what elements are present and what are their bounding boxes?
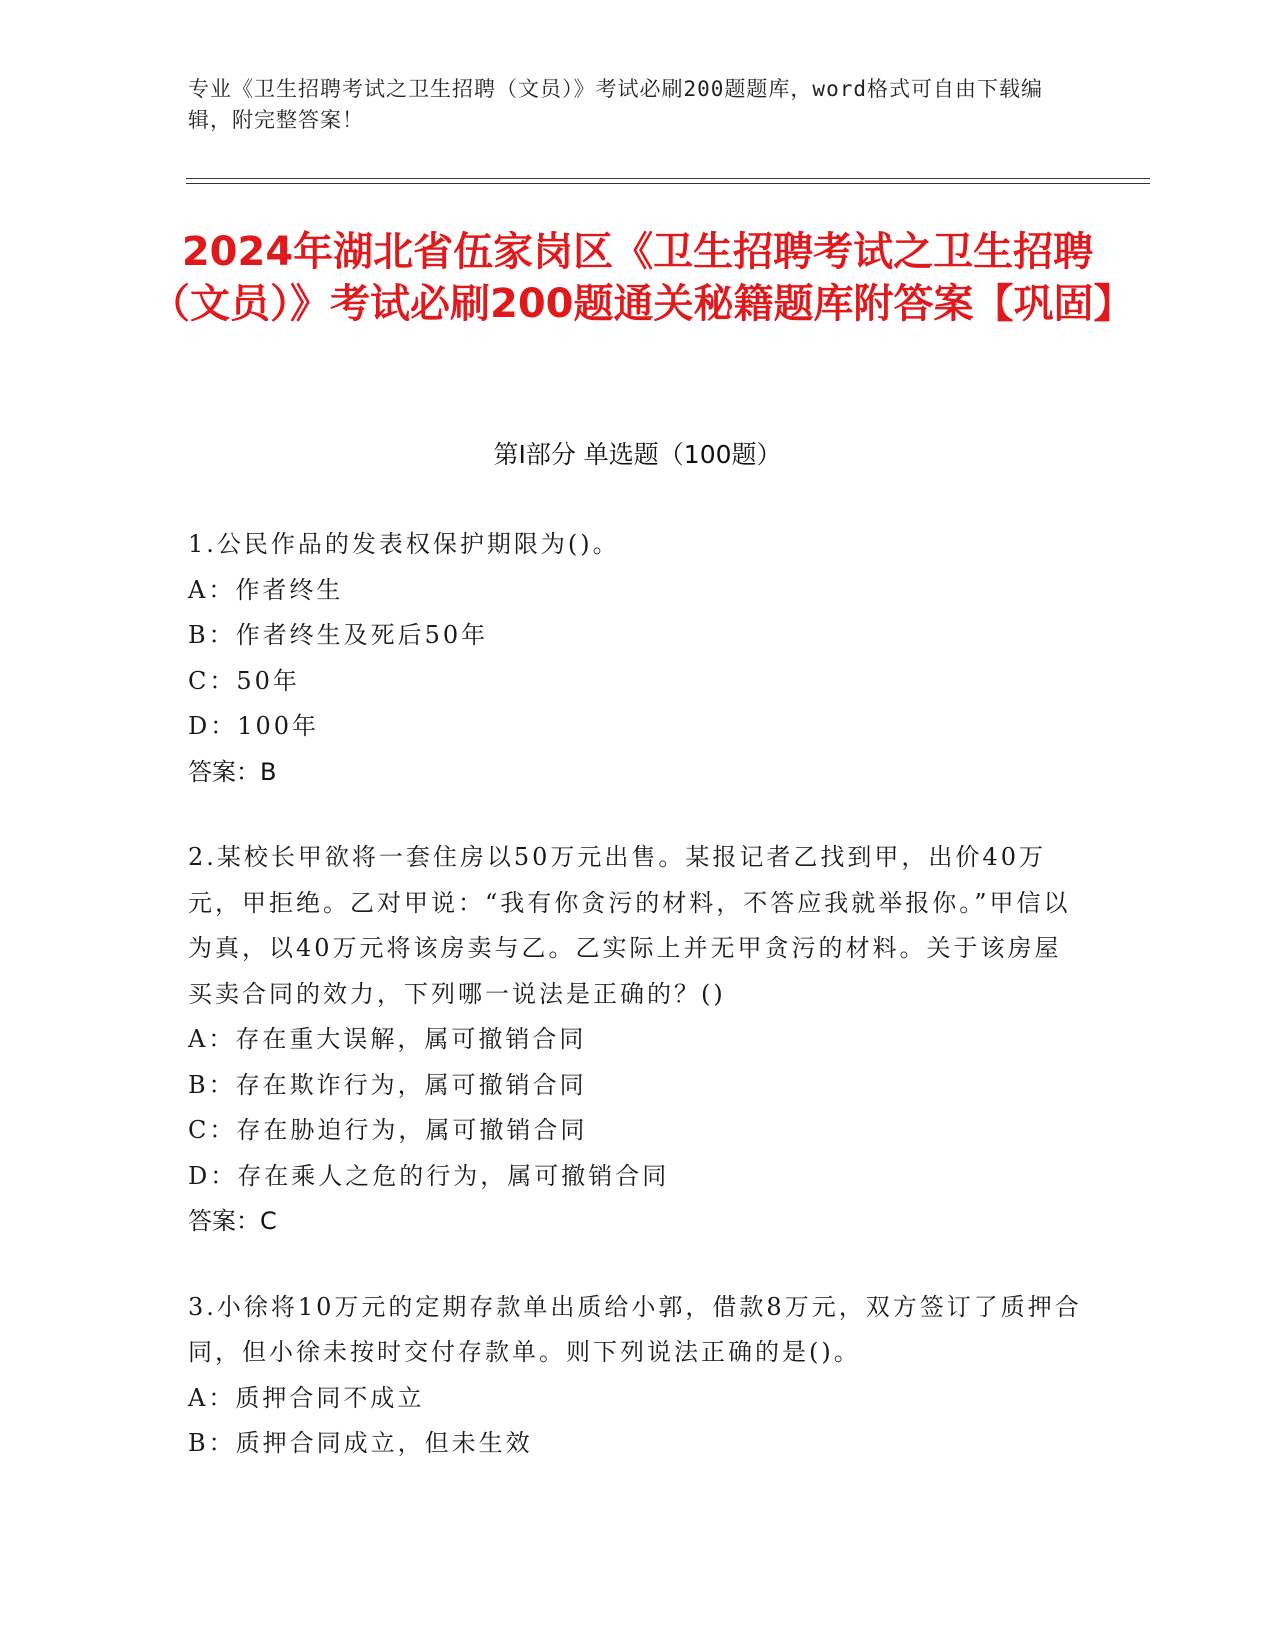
question-2 xyxy=(188,835,1088,1245)
option-d: D：存在乘人之危的行为，属可撤销合同 xyxy=(188,1161,670,1190)
question-stem: 2.某校长甲欲将一套住房以50万元出售。某报记者乙找到甲，出价40万元，甲拒绝。乙对甲说：“我有你贪污的材料，不答应我就举报你。”甲信以为真，以40万元将该房卖与乙。乙实际上并无甲贪污的材料。关于该房屋买卖合同的效力，下列哪一说法是正确的？() xyxy=(188,843,1071,1008)
header-note: 专业《卫生招聘考试之卫生招聘（文员）》考试必刷200题题库，word格式可自由下载编辑，附完整答案！ xyxy=(188,77,1043,132)
header-divider-bottom xyxy=(186,183,1150,184)
document-title: 2024年湖北省伍家岗区《卫生招聘考试之卫生招聘（文员）》考试必刷200题通关秘籍题库附答案【巩固】 xyxy=(150,229,1134,327)
option-b: B：质押合同成立，但未生效 xyxy=(188,1429,533,1457)
header-divider-top xyxy=(186,178,1150,179)
question-stem: 1.公民作品的发表权保护期限为()。 xyxy=(188,530,620,558)
question-1 xyxy=(188,522,1088,795)
question-stem: 3.小徐将10万元的定期存款单出质给小郭，借款8万元，双方签订了质押合同，但小徐未按时交付存款单。则下列说法正确的是()。 xyxy=(188,1292,1082,1366)
answer-label: 答案：C xyxy=(188,1207,277,1235)
option-a: A：作者终生 xyxy=(188,575,344,604)
question-list xyxy=(188,522,1088,1507)
answer-label: 答案：B xyxy=(188,757,277,786)
option-b: B：作者终生及死后50年 xyxy=(188,621,489,649)
option-c: C：50年 xyxy=(188,666,300,695)
option-d: D：100年 xyxy=(188,712,320,740)
question-3 xyxy=(188,1285,1088,1467)
option-a: A：存在重大误解，属可撤销合同 xyxy=(188,1025,587,1053)
option-c: C：存在胁迫行为，属可撤销合同 xyxy=(188,1116,588,1144)
option-b: B：存在欺诈行为，属可撤销合同 xyxy=(188,1070,587,1099)
section-heading: 第Ⅰ部分 单选题（100题） xyxy=(493,440,782,469)
option-a: A：质押合同不成立 xyxy=(188,1383,425,1412)
